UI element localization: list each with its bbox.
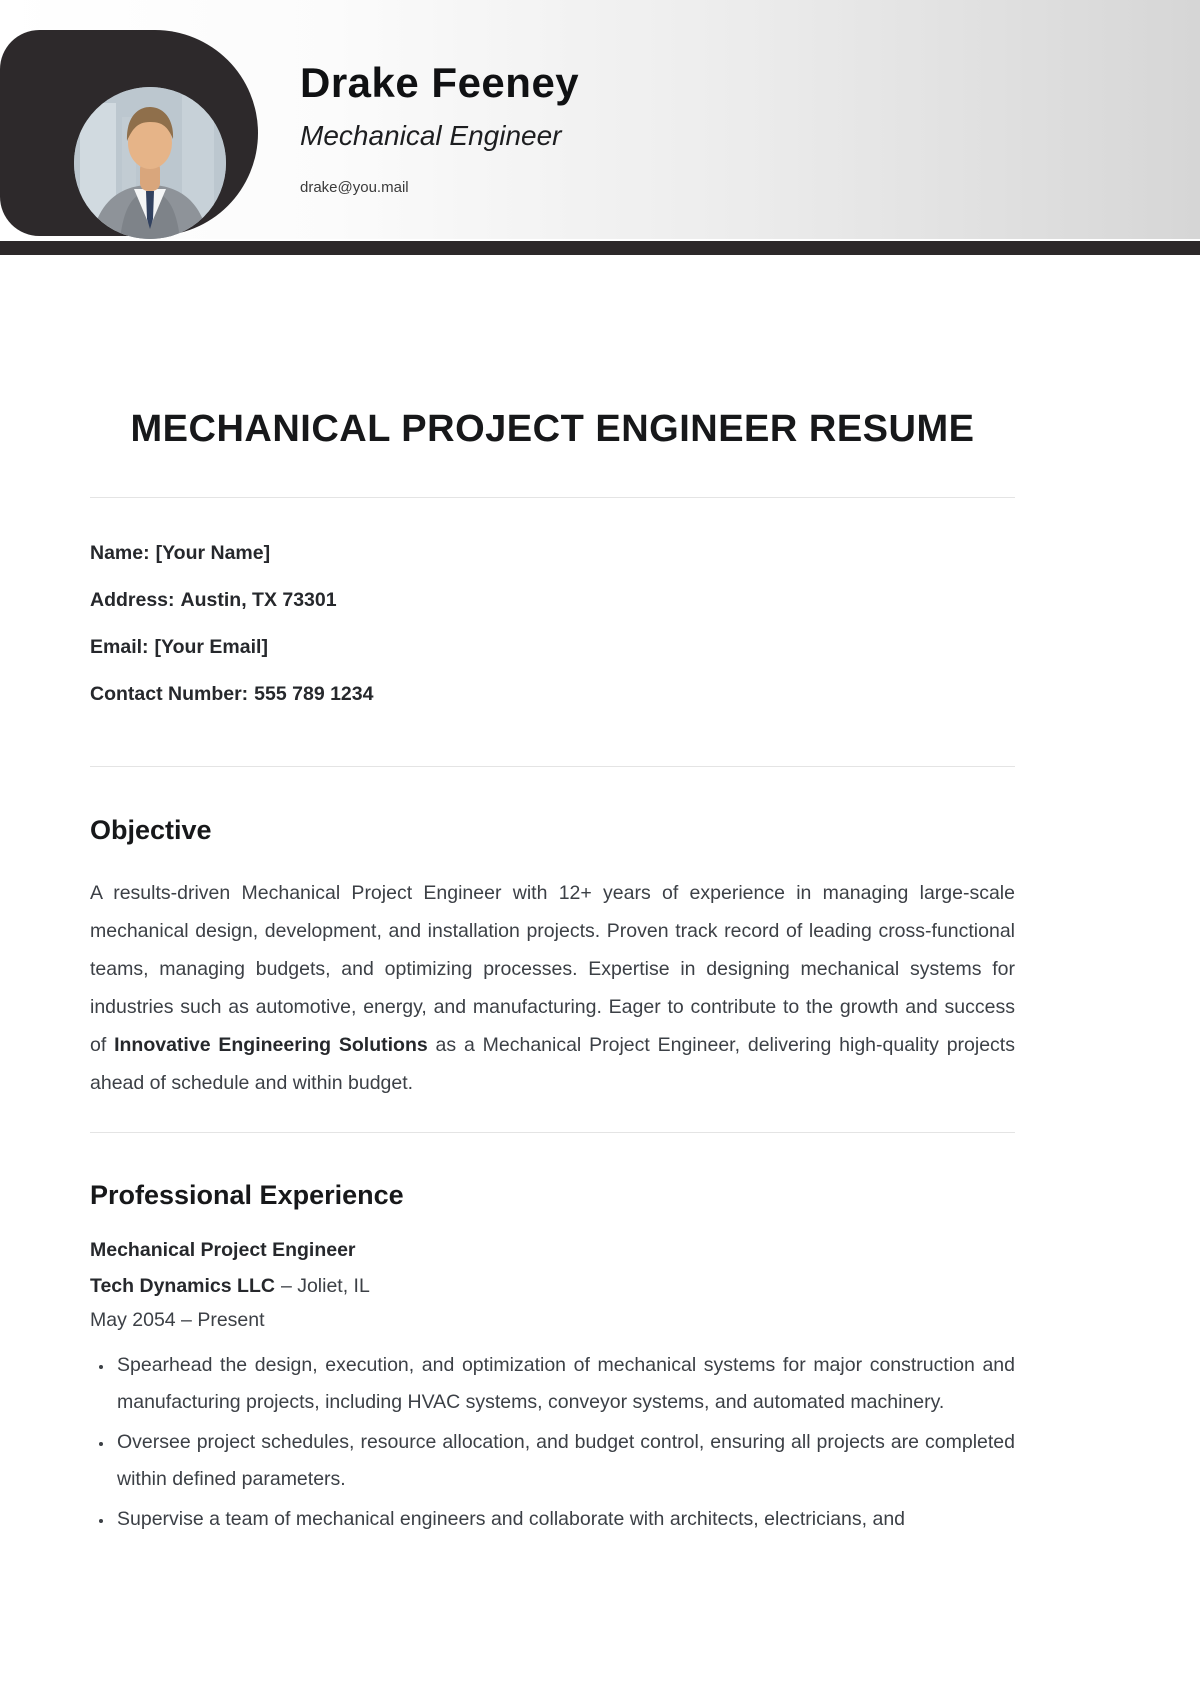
contact-address-value: Austin, TX 73301 [180,589,337,611]
contact-name-line [90,541,1015,566]
header-accent-bar [0,241,1200,255]
section-divider [90,497,1015,498]
bullet-item: • Supervise a team of mechanical engineers and collaborate with architects, electricians, and [114,1501,1015,1538]
person-email: drake@you.mail [300,179,409,197]
job-title: Mechanical Project Engineer [90,1239,356,1261]
company-line [90,1273,1015,1299]
contact-address-label: Address: [90,589,175,611]
bullet-item: • Oversee project schedules, resource allocation, and budget control, ensuring all projects are completed within defined parameters. [114,1424,1015,1498]
contact-email-label: Email: [90,636,149,658]
objective-text [90,874,1015,1102]
contact-phone-line [90,682,1015,707]
company-location: – Joliet, IL [280,1275,370,1297]
resume-body [90,407,1015,1538]
experience-heading: Professional Experience [90,1180,404,1210]
experience-bullet-list [90,1347,1015,1538]
contact-email-value: [Your Email] [154,636,268,658]
photo-backdrop [0,30,258,236]
contact-phone-value: 555 789 1234 [254,683,374,705]
person-title: Mechanical Engineer [300,120,562,152]
resume-header [0,0,1200,239]
section-divider [90,1132,1015,1133]
contact-name-value: [Your Name] [155,542,271,564]
contact-address-line [90,588,1015,613]
document-title: MECHANICAL PROJECT ENGINEER RESUME [130,408,975,450]
profile-photo [74,87,226,239]
employment-dates: May 2054 – Present [90,1309,265,1331]
objective-text-before: A results-driven Mechanical Project Engineer with 12+ years of experience in managing large-scale mechanical design, development, and installation projects. Proven track record of leading cross-functional teams, managing budgets, and optimizing processes. Expertise in designing mechanical systems for industries such as automotive, energy, and manufacturing. Eager to contribute to the growth and success of [90,882,1015,1056]
person-name: Drake Feeney [300,59,580,106]
section-divider [90,766,1015,767]
contact-name-label: Name: [90,542,150,564]
contact-phone-label: Contact Number: [90,683,249,705]
contact-email-line [90,635,1015,660]
header-identity [300,60,579,196]
objective-heading: Objective [90,815,212,845]
objective-text-bold: Innovative Engineering Solutions [114,1034,428,1056]
objective-text-after: as a Mechanical Project Engineer, delivering high-quality projects ahead of schedule and within budget. [90,1034,1015,1094]
company-name: Tech Dynamics LLC [90,1275,275,1297]
profile-photo-illustration [74,87,226,239]
bullet-item: • Spearhead the design, execution, and optimization of mechanical systems for major construction and manufacturing projects, including HVAC systems, conveyor systems, and automated machinery. [114,1347,1015,1421]
